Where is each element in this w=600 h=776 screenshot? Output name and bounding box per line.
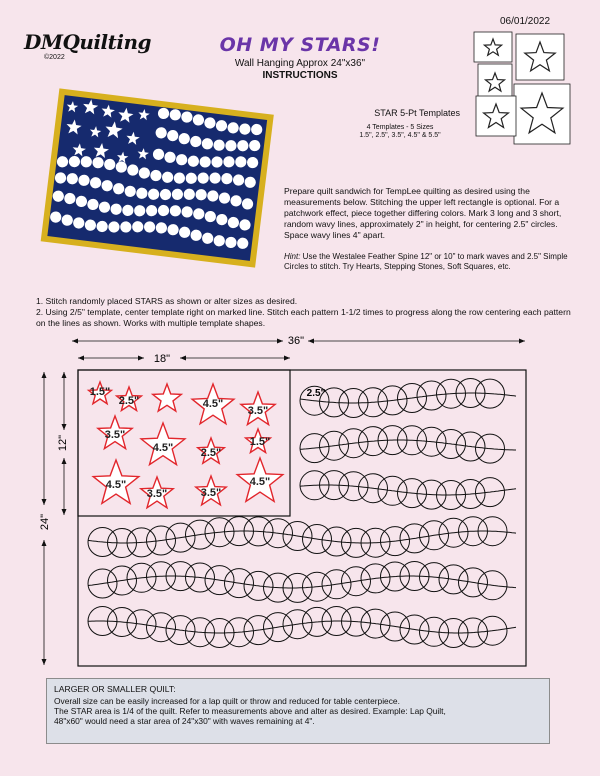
star-height-arrow-bottom-head: [62, 458, 67, 464]
wave-line-short-3: [300, 485, 516, 495]
date: 06/01/2022: [500, 16, 551, 27]
star-height-arrow-top-head: [62, 424, 67, 430]
templates-title: STAR 5-Pt Templates: [374, 108, 460, 118]
height-arrow-top-head: [42, 372, 47, 378]
diagram-labels: [39, 335, 326, 530]
diagram-star-icon: [153, 384, 182, 411]
brand-year: ©2022: [44, 54, 65, 61]
height-arrow-top-head: [42, 499, 47, 505]
star-height-arrow-bottom-head: [62, 509, 67, 515]
note-line-1: Overall size can be easily increased for a lap quilt or throw and reduced for table centerpiece.: [54, 696, 400, 706]
wave-line-long-3: [88, 621, 516, 633]
star-size-label: 3.5": [200, 487, 222, 499]
circle-size-label: 2.5": [306, 388, 326, 399]
star-width-label: 18": [153, 353, 171, 365]
step-2: 2. Using 2/5" template, center template right on marked line. Stitch each pattern 1-1/2 times to progress along the row centering each pattern on the lines as shown. Works with multiple template shapes.: [36, 307, 571, 328]
star-size-label: 4.5": [105, 479, 127, 491]
star-width-arrow-right-head: [180, 356, 186, 361]
star-size-label: 2.5": [200, 447, 222, 459]
page-title: OH MY STARS!: [219, 34, 381, 56]
star-width-arrow-right-head: [284, 356, 290, 361]
templates-count: 4 Templates - 5 Sizes: [366, 124, 434, 131]
star-size-label: 1.5": [89, 386, 111, 398]
star-size-label: 3.5": [104, 429, 126, 441]
width-arrow-left-head: [72, 339, 78, 344]
star-size-label: 3.5": [247, 405, 269, 417]
note-line-3: 48"x60" would need a star area of 24"x30" with waves remaining at 4".: [54, 716, 315, 726]
star-height-label: 12": [57, 434, 69, 452]
hint-text: Use the Westalee Feather Spine 12" or 10" to mark waves and 2.5" Simple Circles to stitch. Try Hearts, Stepping Stones, Soft Squares, etc.: [284, 252, 568, 271]
instructions-heading: INSTRUCTIONS: [262, 70, 338, 81]
note-heading: LARGER OR SMALLER QUILT:: [54, 684, 176, 694]
flag-illustration: [44, 92, 270, 264]
star-size-label: 1.5": [249, 436, 271, 448]
hint-label: Hint:: [284, 252, 301, 261]
star-size-label: 3.5": [146, 488, 168, 500]
star-width-arrow-left-head: [78, 356, 84, 361]
quilt-outline: [78, 370, 526, 666]
flag-body: [44, 92, 270, 264]
height-arrow-bottom-head: [42, 659, 47, 665]
star-size-label: 4.5": [249, 476, 271, 488]
quilt-diagram: [42, 339, 527, 667]
width-arrow-right-head: [308, 339, 314, 344]
star-width-arrow-left-head: [138, 356, 144, 361]
width-arrow-left-head: [277, 339, 283, 344]
wave-line-long-2: [88, 576, 516, 588]
width-arrow-right-head: [519, 339, 525, 344]
brand-logo: DMQuilting: [24, 30, 152, 54]
width-label: 36": [287, 335, 305, 347]
step-1: 1. Stitch randomly placed STARS as shown or alter sizes as desired.: [36, 296, 298, 306]
intro-paragraph: Prepare quilt sandwich for TempLee quilting as desired using the measurements below. Stitching the upper left rectangle is optional. For a patchwork effect, piece together differing colors. Mark 3 long and 3 short, random wavy lines, approximately 2" in height, for centering 2.5" circles. Space wavy lines 4" apart.: [284, 186, 562, 240]
template-thumbnails: [474, 32, 570, 144]
height-label: 24": [39, 513, 51, 531]
height-arrow-bottom-head: [42, 540, 47, 546]
note-line-2: The STAR area is 1/4 of the quilt. Refer to measurements above and alter as desired. Example: Lap Quilt,: [54, 706, 446, 716]
page-subtitle: Wall Hanging Approx 24"x36": [234, 58, 366, 69]
templates-sizes: 1.5", 2.5", 3.5", 4.5" & 5.5": [359, 132, 441, 139]
star-height-arrow-top-head: [62, 372, 67, 378]
star-size-label: 4.5": [202, 398, 224, 410]
star-size-label: 2.5": [118, 395, 140, 407]
star-size-label: 4.5": [152, 442, 174, 454]
